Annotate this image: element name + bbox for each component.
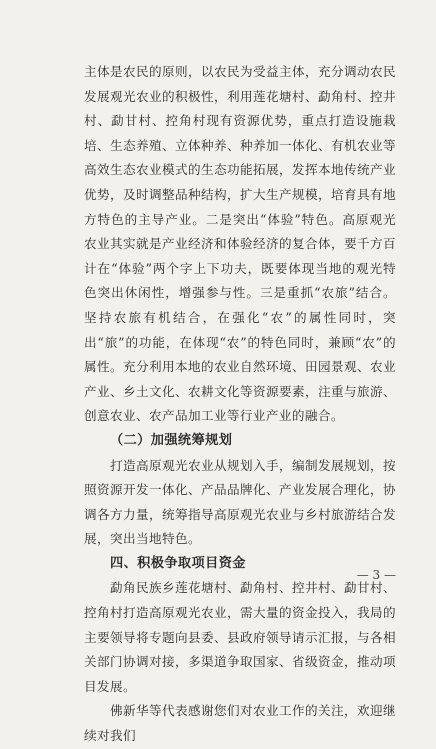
paragraph-closing: 佛新华等代表感谢您们对农业工作的关注，欢迎继续对我们 — [84, 703, 396, 744]
paragraph-funding: 勐角民族乡莲花塘村、勐角村、控井村、勐甘村、控角村打造高原观光农业，需大量的资金投入，我局的主要领导将专题向县委、县政府领导请示汇报，与各相关部门协调对接，多渠道争取国家、省级资金，推动项目发展。 — [84, 580, 396, 694]
section-heading-planning: （二）加强统筹规划 — [110, 432, 233, 448]
page-number: — 3 — — [356, 568, 396, 582]
section-heading-funding: 四、积极争取项目资金 — [110, 555, 246, 571]
paragraph-agricultural-principles: 主体是农民的原则，以农民为受益主体，充分调动农民发展观光农业的积极性，利用莲花塘村、勐角村、控井村、勐甘村、控角村现有资源优势，重点打造设施栽培、生态养殖、立体种养、种养加一体化、有机农业等高效生态农业模式的生态功能拓展，发挥本地传统产业优势，及时调整品种结构，扩大生产规模，培育具有地方特色的主导产业。二是突出“体验”特色。高原观光农业其实就是产业经济和体验经济的复合体，要千方百计在“体验”两个字上下功夫，既要体现当地的观光特色突出休闲性，增强参与性。三是重抓“农旅”结合。坚持农旅有机结合，在强化“农”的属性同时，突出“旅”的功能，在体现“农”的特色同时，兼顾“农”的属性。充分利用本地的农业自然环境、田园景观、农业产业、乡土文化、农耕文化等资源要素，注重与旅游、创意农业、农产品加工业等行业产业的融合。 — [84, 64, 396, 424]
document-body — [84, 60, 396, 749]
paragraph-planning: 打造高原观光农业从规划入手，编制发展规划，按照资源开发一体化、产品品牌化、产业发展合理化，协调各方力量，统筹指导高原观光农业与乡村旅游结合发展，突出当地特色。 — [84, 457, 396, 547]
